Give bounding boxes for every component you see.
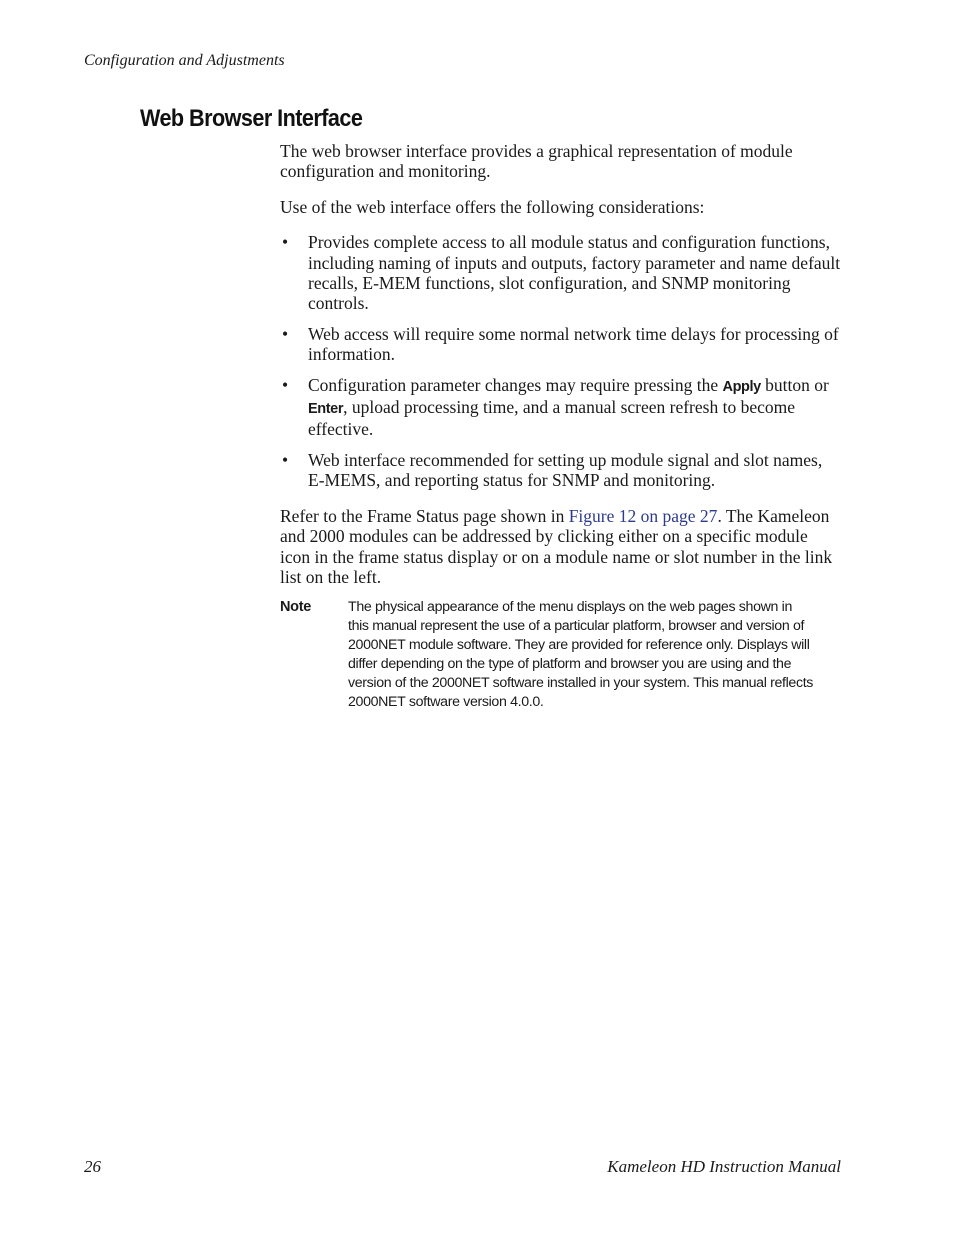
note-text: The physical appearance of the menu displays on the web pages shown in this manual represent the use of a particular platform, browser and version of 2000NET module software. They are provided for reference only. Displays will differ depending on the type of platform and browser you are using and the version of the 2000NET software installed in your system. This manual reflects 2000NET software version 4.0.0. <box>348 599 814 710</box>
body-column <box>280 141 842 602</box>
list-item-text: Web access will require some normal network time delays for processing of information. <box>308 323 839 365</box>
list-item-text-part: button or <box>760 374 829 395</box>
refer-text-after: . The Kameleon and 2000 modules can be addressed by clicking either on a specific module icon in the frame status display or on a module name or slot number in the link list on the left. <box>280 505 833 587</box>
list-item-text-part: Configuration parameter changes may require pressing the <box>308 374 723 395</box>
list-item <box>280 324 842 365</box>
running-head: Configuration and Adjustments <box>84 52 285 69</box>
list-item <box>280 450 842 491</box>
considerations-list <box>280 232 842 490</box>
list-item <box>280 232 842 314</box>
intro-paragraph: The web browser interface provides a graphical representation of module configuration and monitoring. <box>280 141 793 182</box>
list-item-text: Web interface recommended for setting up module signal and slot names, E-MEMS, and reporting status for SNMP and monitoring. <box>308 449 823 491</box>
refer-paragraph <box>280 506 842 588</box>
bullet-icon: • <box>282 374 289 395</box>
lead-in-paragraph: Use of the web interface offers the following considerations: <box>280 196 705 217</box>
footer-manual-title: Kameleon HD Instruction Manual <box>607 1157 841 1176</box>
list-item <box>280 375 842 440</box>
footer-page-number: 26 <box>84 1157 101 1176</box>
enter-term: Enter <box>308 401 344 418</box>
bullet-icon: • <box>282 323 289 344</box>
bullet-icon: • <box>282 449 289 470</box>
refer-text-before: Refer to the Frame Status page shown in <box>280 505 569 526</box>
bullet-icon: • <box>282 232 289 253</box>
apply-term: Apply <box>722 378 761 395</box>
section-title: Web Browser Interface <box>140 105 363 132</box>
list-item-text: Provides complete access to all module status and configuration functions, including naming of inputs and outputs, factory parameter and name default recalls, E-MEM functions, slot configuration, and SNMP monitoring controls. <box>308 232 841 314</box>
note-label: Note <box>280 599 312 615</box>
list-item-text-part: , upload processing time, and a manual screen refresh to become effective. <box>308 397 795 440</box>
list-item-text <box>308 375 829 440</box>
figure-12-link[interactable]: Figure 12 on page 27 <box>568 505 718 526</box>
